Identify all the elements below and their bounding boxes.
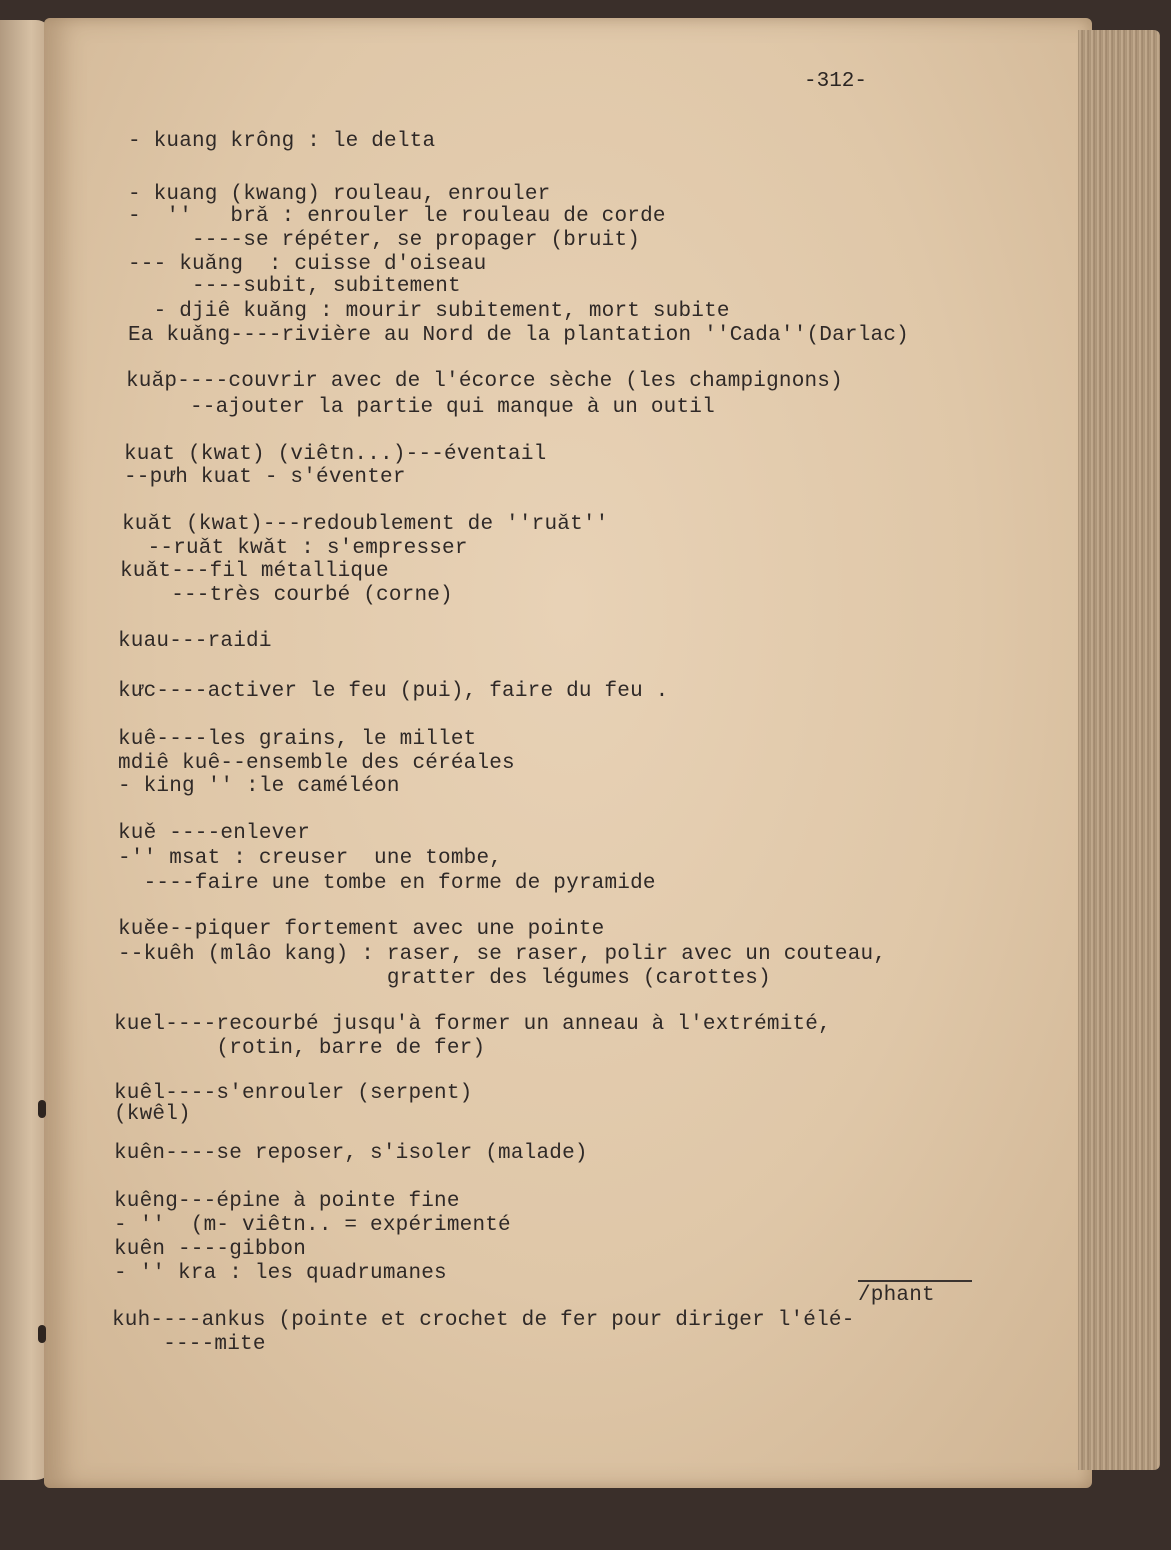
entry-line: kuat (kwat) (viêtn...)---éventail	[124, 443, 547, 466]
entry-line: kuel----recourbé jusqu'à former un anneau à l'extrémité,	[114, 1013, 831, 1036]
entry-line: kuǎt (kwat)---redoublement de ''ruǎt''	[122, 513, 609, 536]
margin-rule	[858, 1280, 972, 1282]
entry-line: kuêng---épine à pointe fine	[114, 1190, 460, 1213]
entry-line: Ea kuǎng----rivière au Nord de la plantation ''Cada''(Darlac)	[128, 324, 909, 347]
entry-line: - '' brǎ : enrouler le rouleau de corde	[128, 205, 666, 228]
entry-line: /phant	[858, 1284, 935, 1307]
entry-line: kưc----activer le feu (pui), faire du feu .	[118, 680, 669, 703]
entry-line: kuh----ankus (pointe et crochet de fer pour diriger l'élé-	[112, 1309, 855, 1332]
entry-line: kuě ----enlever	[118, 822, 311, 845]
entry-line: gratter des légumes (carottes)	[118, 967, 771, 990]
entry-line: kuê----les grains, le millet	[118, 728, 477, 751]
entry-line: - '' (m- viêtn.. = expérimenté	[114, 1214, 511, 1237]
entry-line: kuau---raidi	[118, 630, 272, 653]
page-number: -312-	[804, 70, 868, 93]
entry-line: kuěe--piquer fortement avec une pointe	[118, 918, 605, 941]
entry-line: - djiê kuǎng : mourir subitement, mort subite	[128, 300, 730, 323]
entry-line: kuên----se reposer, s'isoler (malade)	[114, 1142, 588, 1165]
entry-line: - kuang (kwang) rouleau, enrouler	[128, 183, 551, 206]
entry-line: (kwêl)	[114, 1103, 191, 1126]
entry-line: --pưh kuat - s'éventer	[124, 466, 406, 489]
entry-line: -'' msat : creuser une tombe,	[118, 847, 503, 870]
entry-line: ----mite	[112, 1333, 266, 1356]
entry-line: - kuang krông : le delta	[128, 130, 436, 153]
entry-line: ----faire une tombe en forme de pyramide	[118, 872, 656, 895]
entry-line: ----subit, subitement	[128, 275, 461, 298]
entry-line: --kuêh (mlâo kang) : raser, se raser, polir avec un couteau,	[118, 943, 887, 966]
entry-line: mdiê kuê--ensemble des céréales	[118, 752, 515, 775]
entry-line: kuên ----gibbon	[114, 1238, 307, 1261]
entry-line: kuǎt---fil métallique	[120, 560, 389, 583]
entry-line: ---très courbé (corne)	[120, 584, 453, 607]
entry-line: --- kuǎng : cuisse d'oiseau	[128, 253, 487, 276]
entry-line: kuǎp----couvrir avec de l'écorce sèche (les champignons)	[126, 370, 843, 393]
entry-line: (rotin, barre de fer)	[114, 1037, 486, 1060]
entry-line: - '' kra : les quadrumanes	[114, 1262, 447, 1285]
entry-line: --ruǎt kwǎt : s'empresser	[122, 537, 468, 560]
entry-line: - king '' :le caméléon	[118, 775, 400, 798]
entry-line: --ajouter la partie qui manque à un outil	[126, 396, 715, 419]
entry-line: kuêl----s'enrouler (serpent)	[114, 1082, 473, 1105]
entry-line: ----se répéter, se propager (bruit)	[128, 229, 641, 252]
